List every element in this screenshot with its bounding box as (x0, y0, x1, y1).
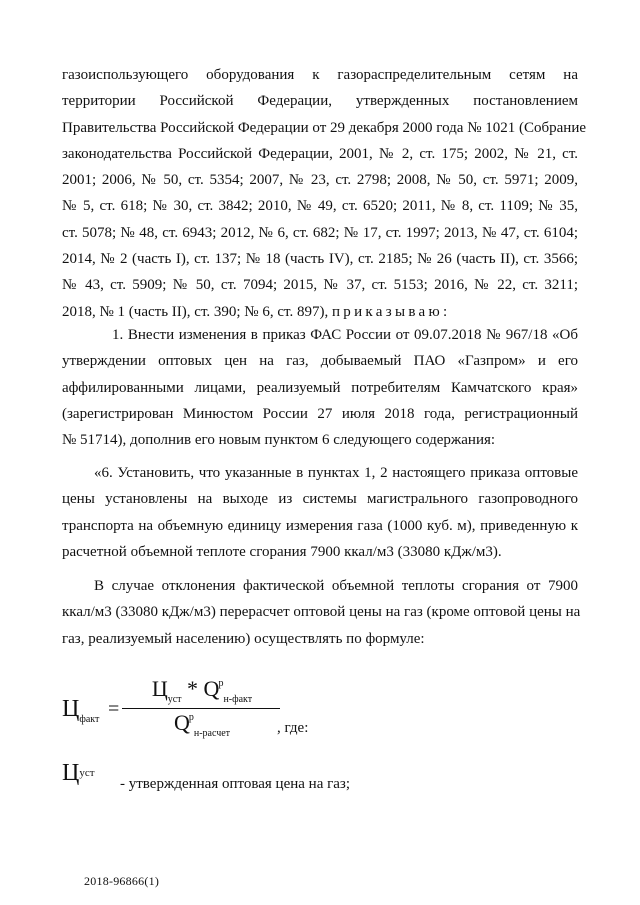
text-line: газ, реализуемый населению) осуществлять по формуле: (62, 630, 425, 647)
text-line: 1. Внести изменения в приказ ФАС России от 09.07.2018 № 967/18 «Об (112, 327, 578, 343)
definition-symbol-subscript: уст (79, 767, 95, 779)
formula-num-q: Q (203, 676, 220, 701)
text-line: № 43, ст. 5909; № 50, ст. 7094; 2015, № 37, ст. 5153; 2016, № 22, ст. 3211; (62, 277, 578, 294)
text-line: 2001; 2006, № 50, ст. 5354; 2007, № 23, ст. 2798; 2008, № 50, ст. 5971; 2009, (62, 172, 578, 189)
text-line: утверждении оптовых цен на газ, добываемый ПАО «Газпром» и его (62, 353, 578, 370)
definition-text: - утвержденная оптовая цена на газ; (120, 776, 351, 792)
paragraph-point-6 (62, 460, 578, 565)
formula-lhs (62, 696, 99, 725)
formula-where: , где: (277, 720, 309, 736)
formula-num-subscript: уст (167, 694, 182, 705)
formula-den-q-subscript: н-расчет (193, 728, 231, 739)
definition-symbol-letter: Ц (62, 760, 80, 786)
text-line: № 5, ст. 618; № 30, ст. 3842; 2010, № 49, ст. 6520; 2011, № 8, ст. 1109; № 35, (62, 198, 578, 215)
formula-denominator (122, 710, 282, 739)
text-line: В случае отклонения фактической объемной теплоты сгорания от 7900 (94, 578, 578, 594)
text-segment: 2018, № 1 (часть II), ст. 390; № 6, ст. 897), (62, 303, 332, 320)
formula-den-q-superscript: р (188, 712, 194, 723)
fraction-bar (122, 708, 280, 709)
text-line: ст. 5078; № 48, ст. 6943; 2012, № 6, ст. 682; № 17, ст. 1997; 2013, № 47, ст. 6104; (62, 224, 578, 241)
definition-item (62, 760, 582, 800)
formula-numerator (122, 676, 282, 705)
text-line: № 51714), дополнив его новым пунктом 6 следующего содержания: (62, 432, 496, 449)
text-line: «6. Установить, что указанные в пунктах 1, 2 настоящего приказа оптовые (94, 465, 578, 481)
price-formula (62, 676, 362, 746)
text-line: (зарегистрирован Минюстом России 27 июля 2018 года, регистрационный (62, 405, 578, 422)
paragraph-item-1 (62, 322, 578, 453)
text-line: транспорта на объемную единицу измерения газа (1000 куб. м), приведенную к (62, 517, 578, 534)
paragraph-intro (62, 62, 587, 325)
text-line: законодательства Российской Федерации, 2001, № 2, ст. 175; 2002, № 21, ст. (62, 145, 578, 162)
definition-symbol (62, 760, 95, 787)
text-line: ккал/м3 (33080 кДж/м3) перерасчет оптовой цены на газ (кроме оптовой цены на (62, 604, 581, 621)
formula-num-symbol: Ц (151, 676, 168, 701)
formula-equals: = (108, 698, 120, 720)
text-line: расчетной объемной теплоте сгорания 7900 ккал/м3 (33080 кДж/м3). (62, 543, 502, 560)
formula-den-q: Q (173, 710, 190, 735)
text-line: аффилированными лицами, реализуемый потребителям Камчатского края» (62, 379, 578, 396)
text-line: территории Российской Федерации, утвержденных постановлением (62, 93, 578, 110)
order-keyword: приказываю: (331, 303, 451, 320)
formula-times: * (181, 676, 204, 701)
formula-num-q-subscript: н-факт (223, 694, 253, 705)
text-line: 2014, № 2 (часть I), ст. 137; № 18 (часть IV), ст. 2185; № 26 (часть II), ст. 3566; (62, 251, 578, 268)
paragraph-deviation (62, 573, 581, 652)
text-line: цены установлены на выходе из системы магистрального газопроводного (62, 491, 578, 508)
text-line: Правительства Российской Федерации от 29 декабря 2000 года № 1021 (Собрание (62, 119, 587, 136)
document-number: 2018-96866(1) (84, 874, 160, 888)
formula-lhs-subscript: факт (79, 714, 100, 725)
text-line: газоиспользующего оборудования к газораспределительным сетям на (62, 67, 578, 83)
formula-num-q-superscript: р (218, 678, 224, 689)
formula-lhs-symbol: Ц (62, 696, 80, 722)
